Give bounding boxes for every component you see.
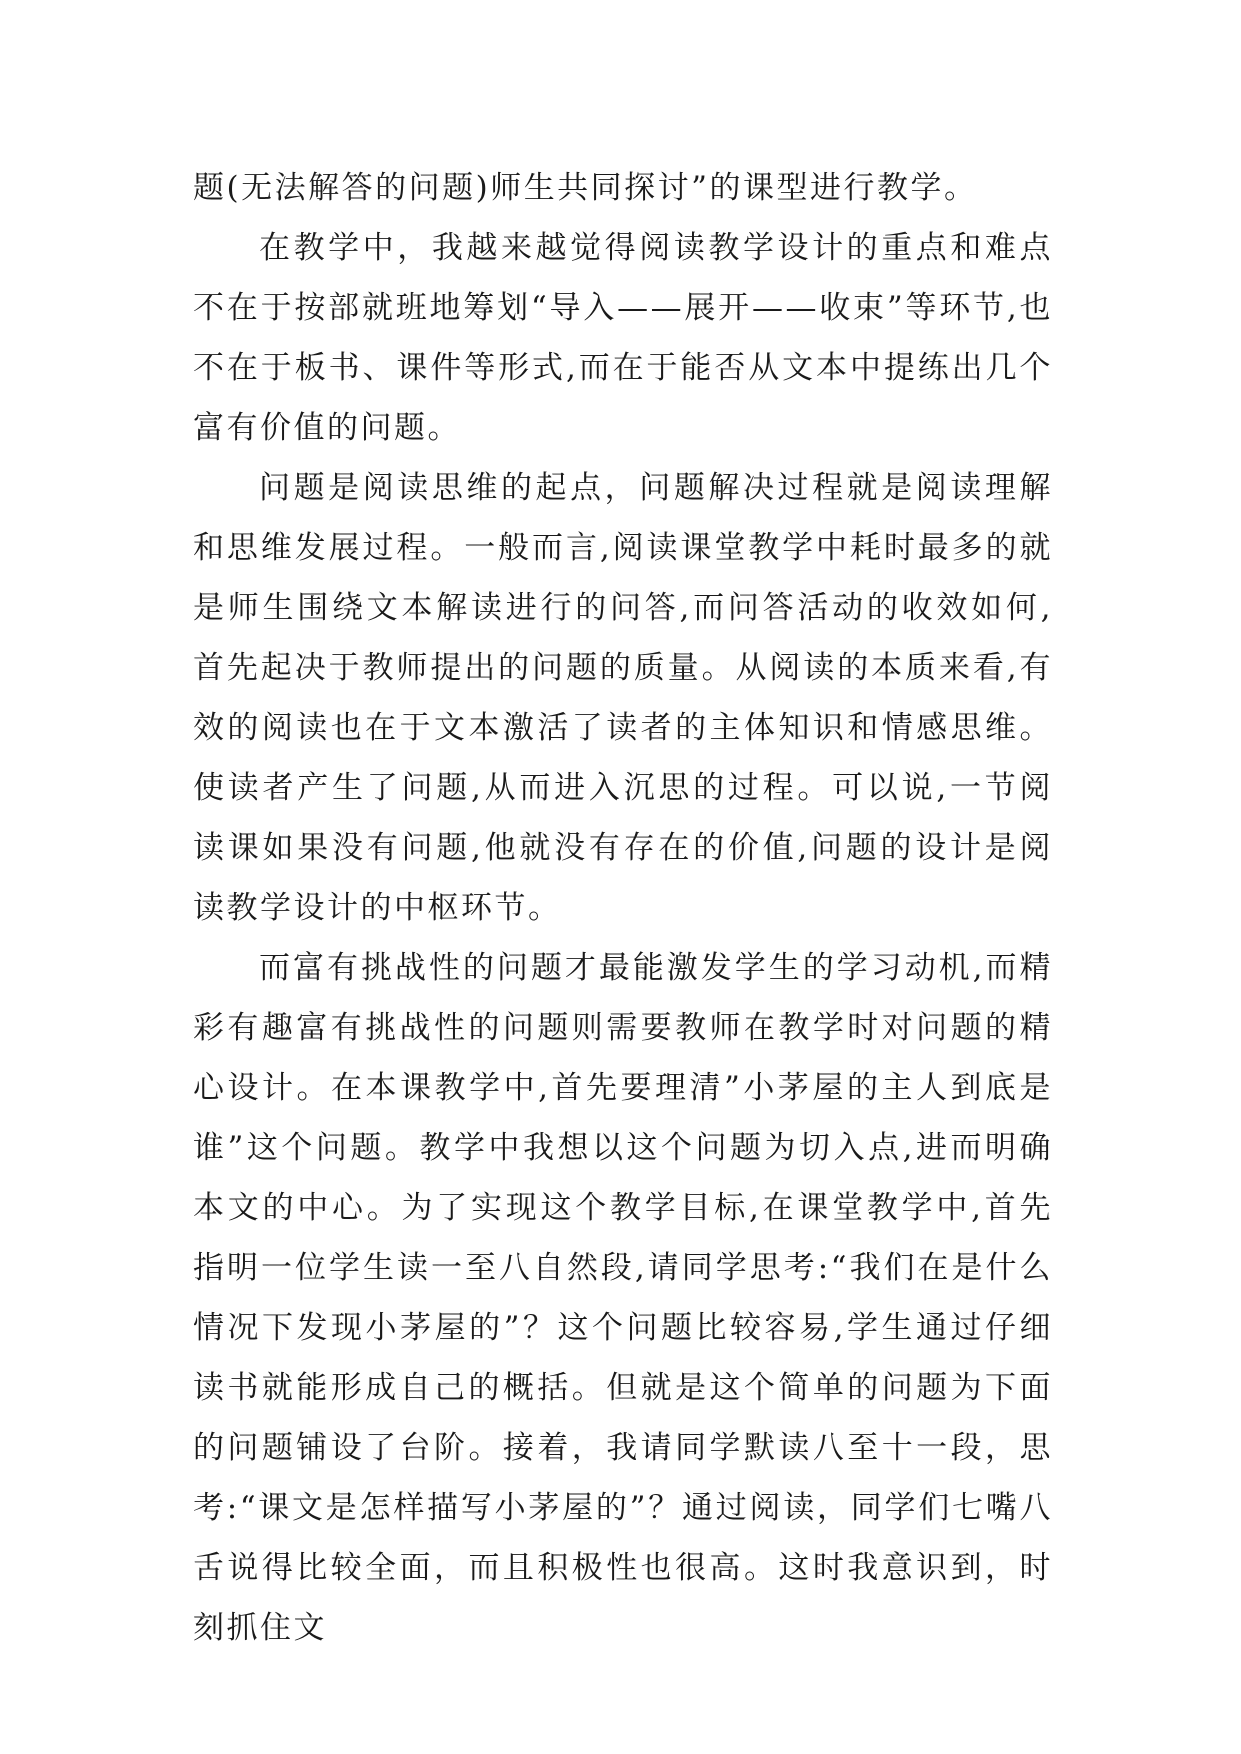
paragraph-2: 在教学中，我越来越觉得阅读教学设计的重点和难点不在于按部就班地筹划“导入——展开——收束”等环节,也不在于板书、课件等形式,而在于能否从文本中提练出几个富有价值的问题。 — [193, 230, 1053, 446]
paragraph-1: 题(无法解答的问题)师生共同探讨”的课型进行教学。 — [193, 170, 978, 206]
paragraph-4: 而富有挑战性的问题才最能激发学生的学习动机,而精彩有趣富有挑战性的问题则需要教师在教学时对问题的精心设计。在本课教学中,首先要理清”小茅屋的主人到底是谁”这个问题。教学中我想以这个问题为切入点,进而明确本文的中心。为了实现这个教学目标,在课堂教学中,首先指明一位学生读一至八自然段,请同学思考:“我们在是什么情况下发现小茅屋的”？这个问题比较容易,学生通过仔细读书就能形成自己的概括。但就是这个简单的问题为下面的问题铺设了台阶。接着，我请同学默读八至十一段，思考:“课文是怎样描写小茅屋的”？通过阅读，同学们七嘴八舌说得比较全面，而且积极性也很高。这时我意识到，时刻抓住文 — [193, 950, 1053, 1646]
paragraph-3: 问题是阅读思维的起点，问题解决过程就是阅读理解和思维发展过程。一般而言,阅读课堂教学中耗时最多的就是师生围绕文本解读进行的问答,而问答活动的收效如何,首先起决于教师提出的问题的质量。从阅读的本质来看,有效的阅读也在于文本激活了读者的主体知识和情感思维。使读者产生了问题,从而进入沉思的过程。可以说,一节阅读课如果没有问题,他就没有存在的价值,问题的设计是阅读教学设计的中枢环节。 — [193, 470, 1053, 926]
body-text — [193, 158, 1053, 1658]
